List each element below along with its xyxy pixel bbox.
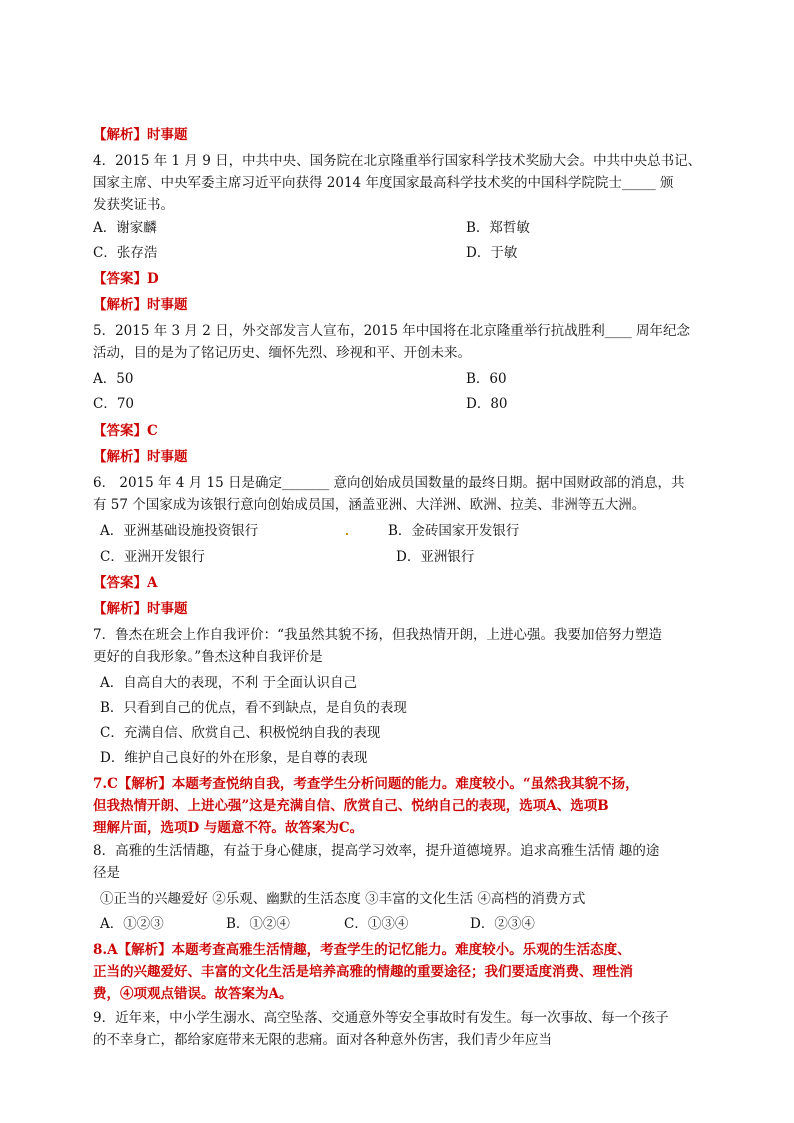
q7-explanation-line3: 理解片面，选项D 与题意不符。故答案为C。 — [93, 820, 364, 836]
q8-items: ①正当的兴趣爱好 ②乐观、幽默的生活态度 ③丰富的文化生活 ④高档的消费方式 — [100, 891, 586, 907]
q8-option-c: C．①③④ — [344, 916, 409, 932]
q3-analysis: 【解析】时事题 — [93, 127, 188, 143]
q8-option-b: B．①②④ — [226, 916, 290, 932]
q5-analysis: 【解析】时事题 — [93, 449, 188, 465]
q5-stem-line2: 活动，目的是为了铭记历史、缅怀先烈、珍视和平、开创未来。 — [93, 345, 471, 361]
q7-option-b: B．只看到自己的优点，看不到缺点，是自负的表现 — [100, 700, 407, 716]
q9-stem-line1: 9．近年来，中小学生溺水、高空坠落、交通意外等安全事故时有发生。每一次事故、每一个孩子 — [93, 1010, 669, 1026]
q7-option-a: A．自高自大的表现，不利 于全面认识自己 — [100, 675, 358, 691]
q7-option-d: D．维护自己良好的外在形象，是自尊的表现 — [100, 750, 368, 766]
q6-answer: 【答案】A — [93, 575, 158, 591]
q6-analysis: 【解析】时事题 — [93, 601, 188, 617]
q4-option-a: A．谢家麟 — [93, 220, 157, 236]
q7-explanation-line1: 7.C【解析】本题考查悦纳自我，考查学生分析问题的能力。难度较小。“虽然我其貌不扬， — [93, 776, 639, 792]
q7-option-c: C．充满自信、欣赏自己、积极悦纳自我的表现 — [100, 725, 381, 741]
q4-stem-line3: 发获奖证书。 — [93, 197, 174, 213]
q8-stem-line2: 径是 — [93, 865, 120, 881]
q7-explanation-line2: 但我热情开朗、上进心强”这是充满自信、欣赏自己、悦纳自己的表现，选项A、选项B — [93, 798, 609, 814]
q7-stem-line2: 更好的自我形象。”鲁杰这种自我评价是 — [93, 649, 323, 665]
q5-option-d: D．80 — [466, 396, 508, 412]
q8-option-a: A．①②③ — [100, 916, 164, 932]
q8-stem-line1: 8．高雅的生活情趣，有益于身心健康，提高学习效率，提升道德境界。追求高雅生活情 趣的途 — [93, 843, 660, 859]
q4-answer: 【答案】D — [93, 271, 159, 287]
q5-answer: 【答案】C — [93, 423, 158, 439]
q4-option-b: B．郑哲敏 — [466, 220, 530, 236]
q5-option-b: B．60 — [466, 371, 507, 387]
q8-option-d: D．②③④ — [470, 916, 535, 932]
q7-stem-line1: 7．鲁杰在班会上作自我评价：“我虽然其貌不扬，但我热情开朗，上进心强。我要加倍努力塑造 — [93, 627, 662, 643]
q6-option-d: D．亚洲银行 — [396, 549, 475, 565]
q4-option-c: C．张存浩 — [93, 245, 158, 261]
q4-stem-line1: 4．2015 年 1 月 9 日，中共中央、国务院在北京隆重举行国家科学技术奖励大会。中共中央总书记、 — [93, 153, 702, 169]
q6-stem-line2: 有 57 个国家成为该银行意向创始成员国，涵盖亚洲、大洋洲、欧洲、拉美、非洲等五大洲。 — [93, 497, 646, 513]
q6-stem-line1: 6． 2015 年 4 月 15 日是确定_______ 意向创始成员国数量的最终日期。据中国财政部的消息，共 — [93, 475, 685, 491]
q8-explanation-line1: 8.A【解析】本题考查高雅生活情趣，考查学生的记忆能力。难度较小。乐观的生活态度、 — [93, 942, 631, 958]
q5-option-c: C．70 — [93, 396, 135, 412]
q5-stem-line1: 5．2015 年 3 月 2 日，外交部发言人宣布，2015 年中国将在北京隆重举行抗战胜利____ 周年纪念 — [93, 323, 691, 339]
q5-option-a: A．50 — [93, 371, 134, 387]
q4-analysis: 【解析】时事题 — [93, 297, 188, 313]
q4-option-d: D．于敏 — [466, 245, 518, 261]
q6-option-a: A．亚洲基础设施投资银行 — [100, 523, 259, 539]
q4-stem-line2: 国家主席、中央军委主席习近平向获得 2014 年度国家最高科学技术奖的中国科学院院士_____ 颁 — [93, 175, 674, 191]
q8-explanation-line2: 正当的兴趣爱好、丰富的文化生活是培养高雅的情趣的重要途径；我们要适度消费、理性消 — [93, 964, 633, 980]
q8-explanation-line3: 费，④项观点错误。故答案为A。 — [93, 986, 293, 1002]
q6-option-b: B．金砖国家开发银行 — [388, 523, 520, 539]
q9-stem-line2: 的不幸身亡，都给家庭带来无限的悲痛。面对各种意外伤害，我们青少年应当 — [93, 1032, 552, 1048]
q6-option-c: C．亚洲开发银行 — [100, 549, 205, 565]
stray-mark — [346, 533, 348, 535]
